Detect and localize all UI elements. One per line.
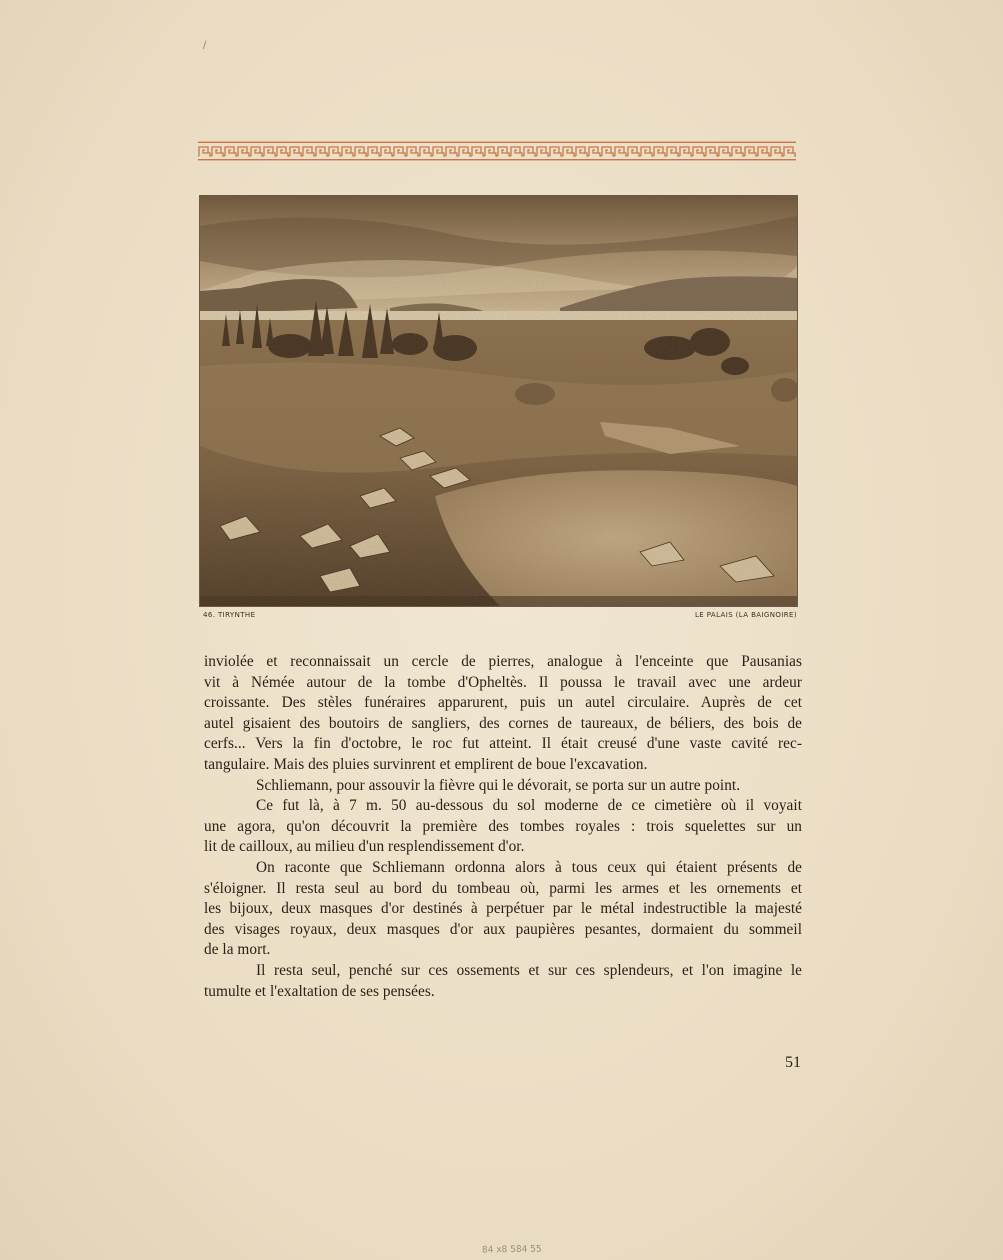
photo-caption-number: 46. TIRYNTHE	[203, 611, 256, 619]
library-shelfmark: 84 x8 584 55	[481, 1244, 542, 1256]
text-line: s'éloigner. Il resta seul au bord du tombeau où, parmi les armes et les ornements et	[204, 879, 802, 897]
page-number: 51	[785, 1054, 801, 1071]
text-line: les bijoux, deux masques d'or destinés à perpétuer par le métal indestructible la majesté	[204, 900, 802, 918]
text-line: tumulte et l'exaltation de ses pensées.	[204, 982, 435, 1000]
text-line: des visages royaux, deux masques d'or aux paupières pesantes, dormaient du sommeil	[204, 920, 802, 938]
landscape-photograph	[200, 196, 797, 606]
text-line: lit de cailloux, au milieu d'un resplendissement d'or.	[204, 838, 525, 856]
text-line: Ce fut là, à 7 m. 50 au-dessous du sol moderne de ce cimetière où il voyait	[256, 797, 802, 815]
photo-caption-title: LE PALAIS (LA BAIGNOIRE)	[694, 611, 797, 619]
text-line: autel gisaient des boutoirs de sangliers, des cornes de taureaux, de béliers, des bois de	[204, 714, 802, 732]
text-line: croissante. Des stèles funéraires apparurent, puis un autel circulaire. Auprès de cet	[204, 694, 802, 712]
pencil-mark: /	[203, 40, 207, 51]
text-line: On raconte que Schliemann ordonna alors à tous ceux qui étaient présents de	[256, 858, 802, 876]
text-line: cerfs... Vers la fin d'octobre, le roc fut atteint. Il était creusé d'une vaste cavité rec-	[204, 735, 802, 753]
greek-key-border	[198, 141, 796, 161]
text-line: Schliemann, pour assouvir la fièvre qui le dévorait, se porta sur un autre point.	[256, 776, 741, 794]
text-line: vit à Némée autour de la tombe d'Opheltès. Il poussa le travail avec une ardeur	[204, 673, 802, 691]
text-line: inviolée et reconnaissait un cercle de pierres, analogue à l'enceinte que Pausanias	[204, 653, 802, 670]
text-line: Il resta seul, penché sur ces ossements et sur ces splendeurs, et l'on imagine le	[256, 961, 802, 979]
text-line: tangulaire. Mais des pluies survinrent et emplirent de boue l'excavation.	[204, 755, 648, 773]
text-line: une agora, qu'on découvrit la première des tombes royales : trois squelettes sur un	[204, 817, 802, 835]
text-line: de la mort.	[204, 941, 271, 959]
body-text	[204, 652, 802, 1002]
